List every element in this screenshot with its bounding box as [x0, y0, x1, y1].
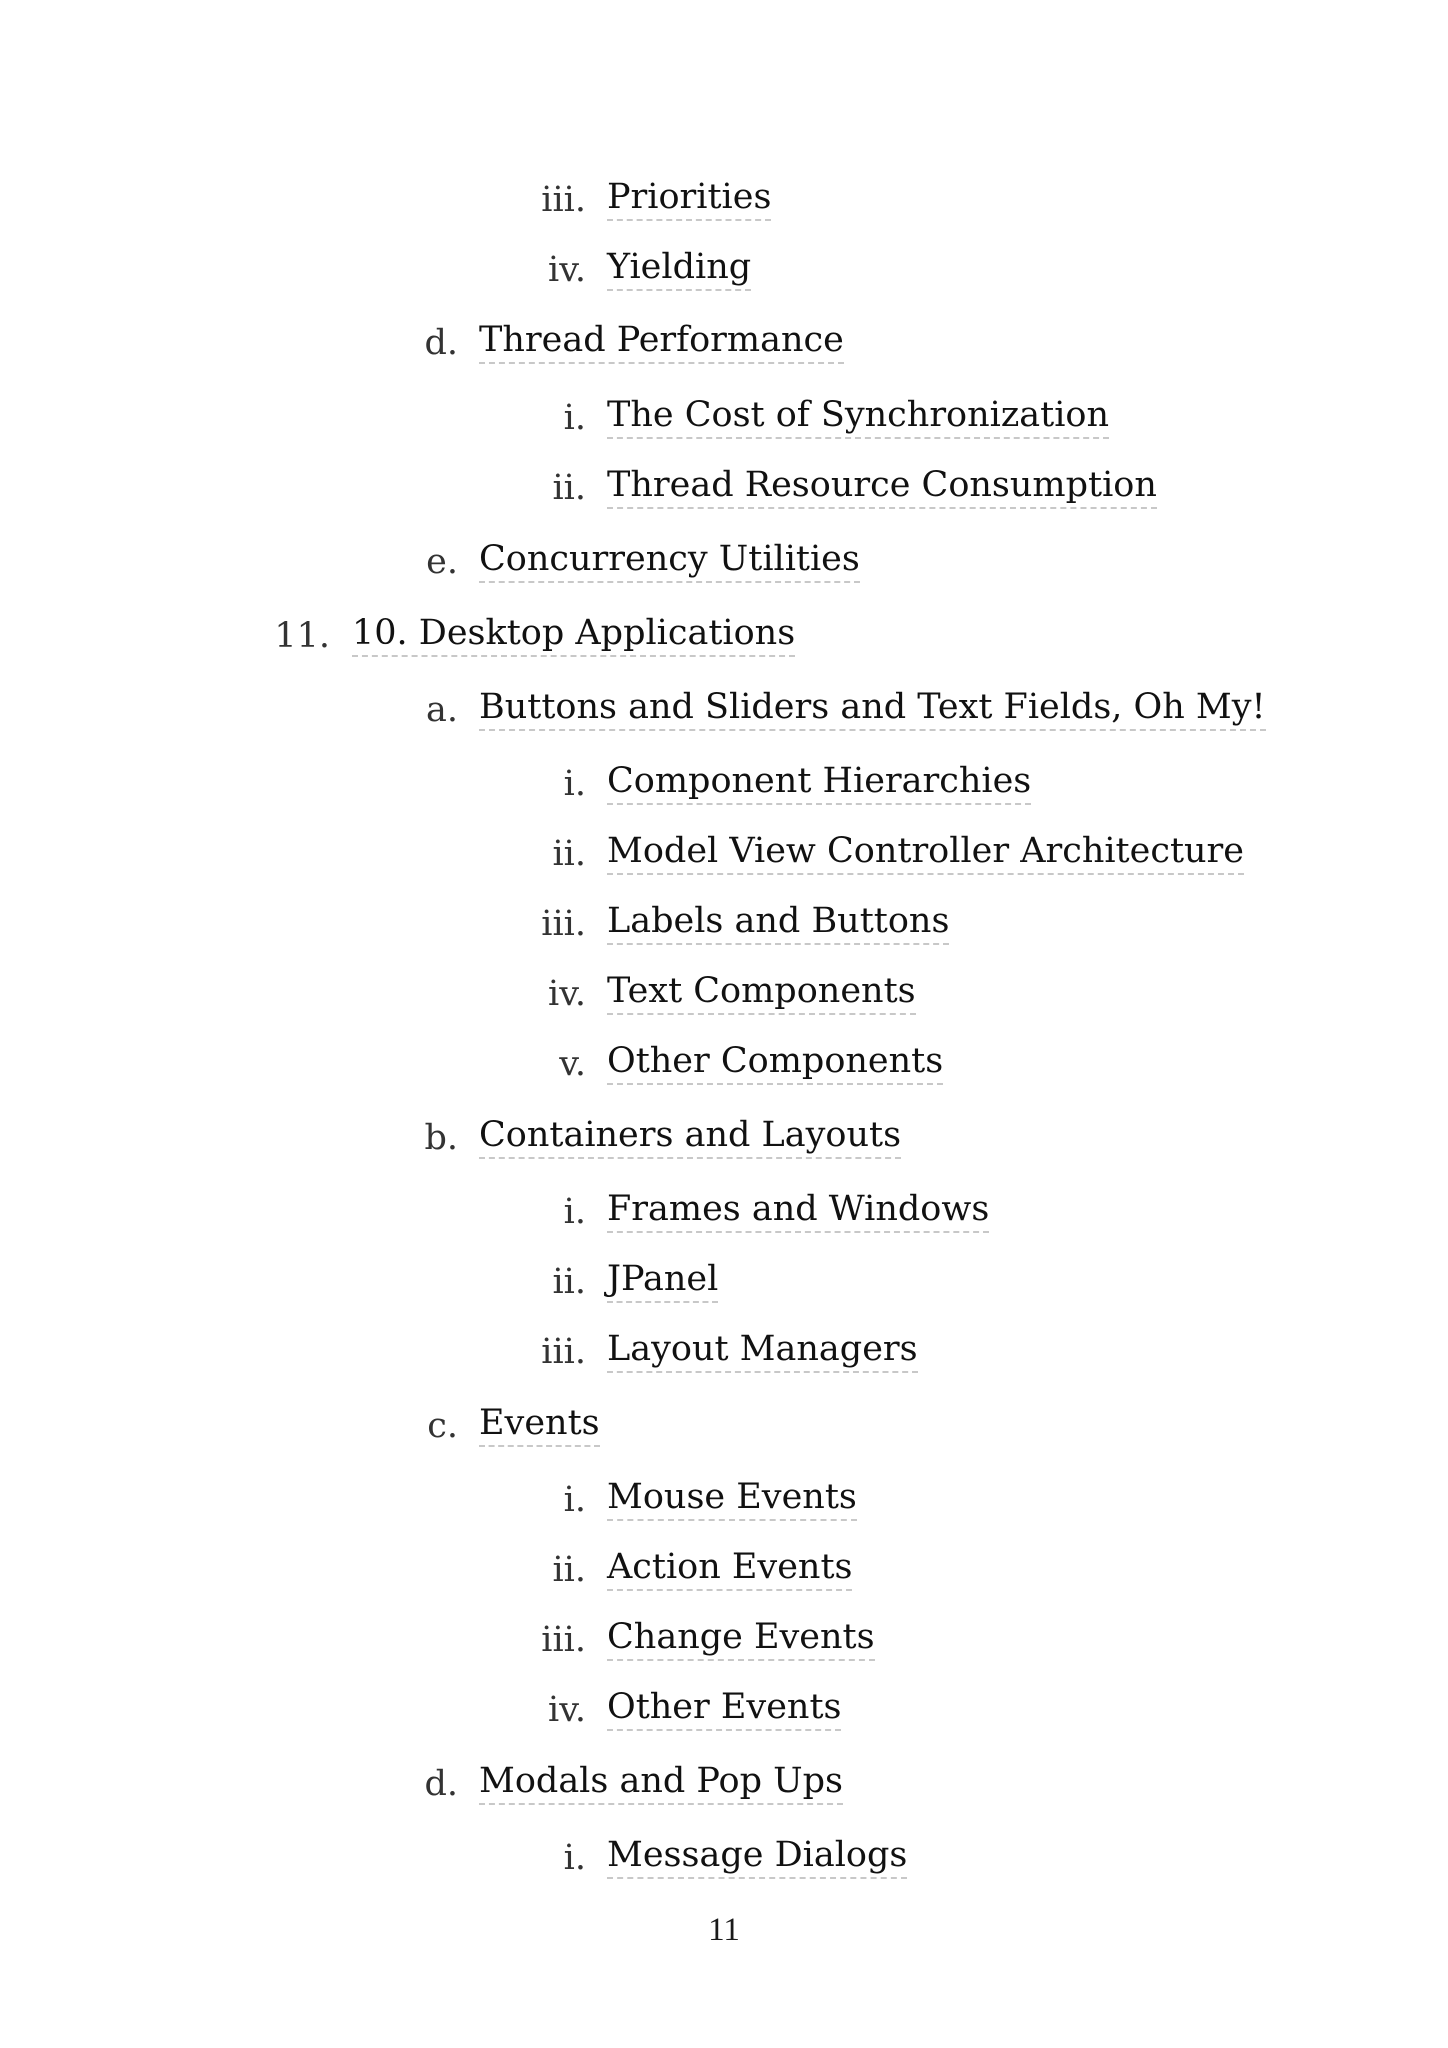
toc-entry-link[interactable]: Priorities: [607, 175, 771, 221]
toc-entry: [0, 175, 1448, 225]
toc-entry: [0, 1113, 1448, 1163]
toc-entry-marker: c.: [427, 1406, 458, 1446]
toc-entry-marker: i.: [563, 1480, 586, 1520]
toc-entry-link[interactable]: Buttons and Sliders and Text Fields, Oh My!: [479, 685, 1266, 731]
toc-entry: [0, 463, 1448, 513]
toc-entry-marker: i.: [563, 398, 586, 438]
toc-entry-link[interactable]: Mouse Events: [607, 1475, 857, 1521]
toc-entry-marker: v.: [559, 1044, 586, 1084]
toc-entry-link[interactable]: 10. Desktop Applications: [352, 611, 795, 657]
toc-entry-marker: i.: [563, 1192, 586, 1232]
toc-entry: [0, 393, 1448, 443]
toc-entry: [0, 829, 1448, 879]
toc-entry-link[interactable]: Yielding: [607, 245, 751, 291]
toc-entry-link[interactable]: Model View Controller Architecture: [607, 829, 1244, 875]
toc-entry: [0, 245, 1448, 295]
toc-entry-link[interactable]: Text Components: [607, 969, 916, 1015]
toc-entry-link[interactable]: Other Events: [607, 1685, 841, 1731]
toc-entry-marker: ii.: [552, 1550, 586, 1590]
toc-entry-link[interactable]: Events: [479, 1401, 600, 1447]
page-number: 11: [708, 1912, 740, 1948]
toc-entry-marker: d.: [424, 1764, 458, 1804]
toc-entry: [0, 1545, 1448, 1595]
toc-entry-marker: iii.: [541, 904, 586, 944]
toc-entry-link[interactable]: JPanel: [607, 1257, 718, 1303]
toc-entry-link[interactable]: Modals and Pop Ups: [479, 1759, 843, 1805]
toc-entry-link[interactable]: Labels and Buttons: [607, 899, 949, 945]
toc-entry-marker: ii.: [552, 468, 586, 508]
toc-entry-link[interactable]: Component Hierarchies: [607, 759, 1031, 805]
toc-entry-marker: iv.: [548, 250, 586, 290]
toc-entry-marker: e.: [426, 542, 458, 582]
toc-entry: [0, 1759, 1448, 1809]
toc-entry: [0, 1401, 1448, 1451]
toc-entry-marker: iv.: [548, 1690, 586, 1730]
toc-entry-link[interactable]: Thread Performance: [479, 318, 844, 364]
toc-entry-marker: iv.: [548, 974, 586, 1014]
toc-entry: [0, 899, 1448, 949]
toc-entry-link[interactable]: The Cost of Synchronization: [607, 393, 1109, 439]
toc-entry-marker: ii.: [552, 834, 586, 874]
toc-entry-link[interactable]: Message Dialogs: [607, 1833, 907, 1879]
toc-entry-marker: i.: [563, 1838, 586, 1878]
toc-entry-link[interactable]: Layout Managers: [607, 1327, 918, 1373]
toc-entry-link[interactable]: Other Components: [607, 1039, 943, 1085]
toc-entry: [0, 759, 1448, 809]
toc-entry-marker: iii.: [541, 180, 586, 220]
toc-entry: [0, 318, 1448, 368]
toc-entry-marker: a.: [426, 690, 458, 730]
toc-entry-link[interactable]: Action Events: [607, 1545, 852, 1591]
toc-entry: [0, 611, 1448, 661]
toc-entry-marker: 11.: [274, 616, 330, 656]
toc-entry-link[interactable]: Concurrency Utilities: [479, 537, 860, 583]
toc-entry-link[interactable]: Frames and Windows: [607, 1187, 989, 1233]
toc-entry-marker: ii.: [552, 1262, 586, 1302]
toc-entry: [0, 685, 1448, 735]
toc-entry-marker: d.: [424, 323, 458, 363]
toc-entry: [0, 1327, 1448, 1377]
toc-entry-marker: iii.: [541, 1620, 586, 1660]
toc-entry: [0, 1187, 1448, 1237]
toc-entry: [0, 1475, 1448, 1525]
toc-entry: [0, 1833, 1448, 1883]
toc-entry-link[interactable]: Change Events: [607, 1615, 875, 1661]
toc-entry: [0, 1039, 1448, 1089]
toc-entry: [0, 1615, 1448, 1665]
toc-entry: [0, 537, 1448, 587]
toc-entry-marker: i.: [563, 764, 586, 804]
toc-entry: [0, 1257, 1448, 1307]
toc-entry-marker: iii.: [541, 1332, 586, 1372]
toc-entry-link[interactable]: Thread Resource Consumption: [607, 463, 1157, 509]
toc-entry-marker: b.: [424, 1118, 458, 1158]
toc-entry-link[interactable]: Containers and Layouts: [479, 1113, 901, 1159]
toc-entry: [0, 969, 1448, 1019]
toc-entry: [0, 1685, 1448, 1735]
